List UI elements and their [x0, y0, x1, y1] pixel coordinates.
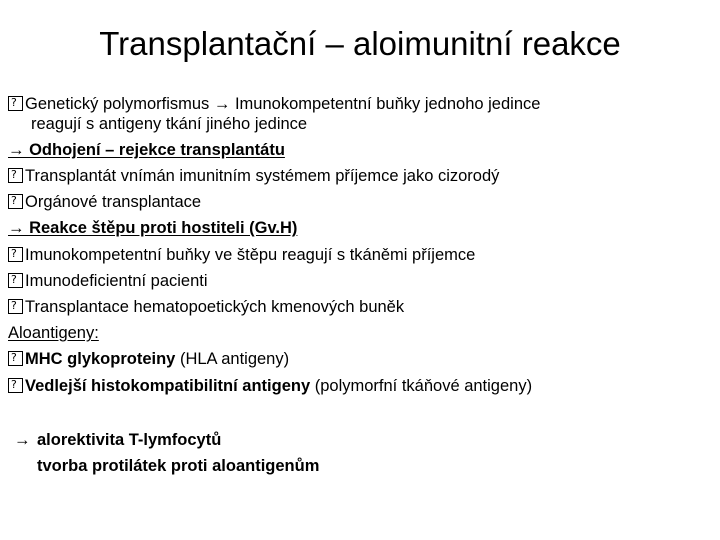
heading-alloantigens: Aloantigeny:	[8, 324, 99, 342]
list-item-mhc: ?MHC glykoproteiny (HLA antigeny)	[8, 349, 289, 369]
missing-glyph-icon	[8, 299, 23, 314]
heading-rejection: → Odhojení – rejekce transplantátu	[8, 141, 285, 159]
heading-gvh: → Reakce štěpu proti hostiteli (Gv.H)	[8, 219, 298, 237]
missing-glyph-icon	[8, 351, 23, 366]
result-t-lymphocytes: alorektivita T-lymfocytů	[37, 431, 222, 449]
result-antibodies: tvorba protilátek proti aloantigenům	[37, 457, 320, 475]
list-item-transplant-perceived: ?Transplantát vnímán imunitním systémem příjemce jako cizorodý	[8, 166, 499, 186]
missing-glyph-icon	[8, 96, 23, 111]
arrow-icon: →	[14, 431, 31, 449]
missing-glyph-icon	[8, 273, 23, 288]
missing-glyph-icon	[8, 168, 23, 183]
missing-glyph-icon	[8, 194, 23, 209]
slide-title: Transplantační – aloimunitní reakce	[99, 25, 621, 62]
list-item-immunocompetent-cells: ?Imunokompetentní buňky ve štěpu reagují s tkáněmi příjemce	[8, 245, 475, 265]
list-item-genetic: ?Genetický polymorfismus → Imunokompetentní buňky jednoho jedince	[8, 94, 540, 114]
list-item-immunodeficient: ?Imunodeficientní pacienti	[8, 271, 208, 291]
missing-glyph-icon	[8, 247, 23, 262]
list-item-organ-transplants: ?Orgánové transplantace	[8, 192, 201, 212]
list-item-hsc-transplant: ?Transplantace hematopoetických kmenových buněk	[8, 297, 404, 317]
list-item-genetic-continued: reagují s antigeny tkání jiného jedince	[31, 115, 308, 133]
missing-glyph-icon	[8, 378, 23, 393]
list-item-minor-histocompatibility: ?Vedlejší histokompatibilitní antigeny (polymorfní tkáňové antigeny)	[8, 376, 532, 396]
